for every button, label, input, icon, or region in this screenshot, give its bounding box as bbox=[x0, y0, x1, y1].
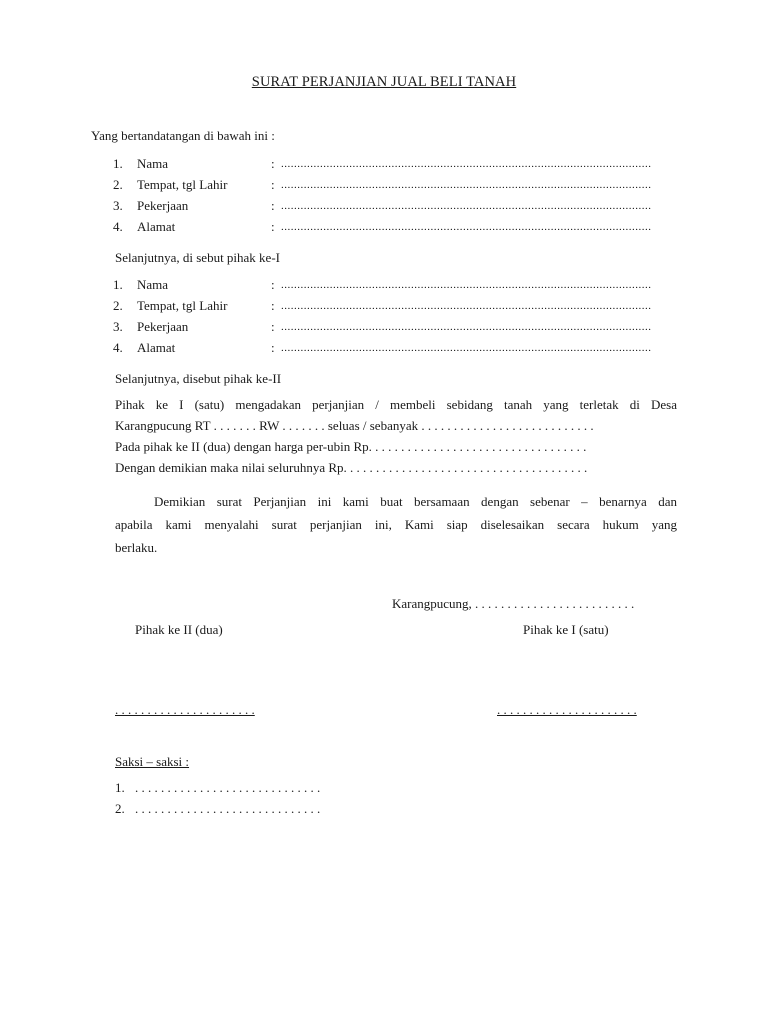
field-colon: : bbox=[271, 219, 275, 234]
witness-number: 2. bbox=[115, 801, 125, 816]
party1-caption: Selanjutnya, di sebut pihak ke-I bbox=[115, 250, 280, 265]
field-label-pekerjaan: Pekerjaan bbox=[137, 198, 189, 213]
agreement-line-4: Dengan demikian maka nilai seluruhnya Rp. . . . . . . . . . . . . . . . . . . . . . . . . . . . . . . . . . . . . . bbox=[115, 460, 588, 475]
field-blank-nama[interactable]: .................................................................................................................. bbox=[281, 158, 652, 170]
agreement-line-3: Pada pihak ke II (dua) dengan harga per-ubin Rp. . . . . . . . . . . . . . . . . . . . . . . . . . . . . . . . . . bbox=[115, 439, 587, 454]
signature-label-pihak-II: Pihak ke II (dua) bbox=[135, 622, 223, 637]
field-colon: : bbox=[271, 298, 275, 313]
field-label-alamat: Alamat bbox=[137, 340, 176, 355]
signature-label-pihak-I: Pihak ke I (satu) bbox=[523, 622, 609, 637]
field-label-alamat: Alamat bbox=[137, 219, 176, 234]
field-colon: : bbox=[271, 177, 275, 192]
field-blank-pekerjaan[interactable]: .................................................................................................................. bbox=[281, 200, 652, 212]
agreement-line-2: Karangpucung RT . . . . . . . RW . . . . . . . seluas / sebanyak . . . . . . . . . . . . . . . . . . . . . . . . . . . bbox=[115, 418, 594, 433]
signature-line-pihak-I[interactable]: . . . . . . . . . . . . . . . . . . . . . . bbox=[497, 702, 637, 717]
witnesses-heading: Saksi – saksi : bbox=[115, 754, 190, 769]
field-blank-alamat[interactable]: .................................................................................................................. bbox=[281, 221, 652, 233]
intro-text: Yang bertandatangan di bawah ini : bbox=[91, 128, 275, 143]
field-number: 1. bbox=[113, 277, 123, 292]
field-colon: : bbox=[271, 156, 275, 171]
field-number: 3. bbox=[113, 198, 123, 213]
agreement-line-1: Pihak ke I (satu) mengadakan perjanjian / membeli sebidang tanah yang terletak di Desa bbox=[115, 397, 677, 412]
field-colon: : bbox=[271, 319, 275, 334]
field-label-pekerjaan: Pekerjaan bbox=[137, 319, 189, 334]
witness-line-2[interactable]: . . . . . . . . . . . . . . . . . . . . . . . . . . . . . bbox=[135, 801, 321, 816]
field-label-nama: Nama bbox=[137, 277, 169, 292]
closing-line-1: Demikian surat Perjanjian ini kami buat bersamaan dengan sebenar – benarnya dan bbox=[154, 494, 677, 509]
field-blank-alamat[interactable]: .................................................................................................................. bbox=[281, 342, 652, 354]
party2-caption: Selanjutnya, disebut pihak ke-II bbox=[115, 371, 282, 386]
field-number: 2. bbox=[113, 177, 123, 192]
field-number: 4. bbox=[113, 219, 123, 234]
field-colon: : bbox=[271, 198, 275, 213]
signature-line-pihak-II[interactable]: . . . . . . . . . . . . . . . . . . . . . . bbox=[115, 702, 255, 717]
closing-line-2: apabila kami menyalahi surat perjanjian ini, Kami siap diselesaikan secara hukum yang bbox=[115, 517, 677, 532]
field-number: 3. bbox=[113, 319, 123, 334]
field-blank-pekerjaan[interactable]: .................................................................................................................. bbox=[281, 321, 652, 333]
field-label-tempat-tgl-lahir: Tempat, tgl Lahir bbox=[137, 177, 228, 192]
field-number: 1. bbox=[113, 156, 123, 171]
field-number: 4. bbox=[113, 340, 123, 355]
closing-line-3: berlaku. bbox=[115, 540, 158, 555]
field-colon: : bbox=[271, 340, 275, 355]
field-blank-tempat-tgl-lahir[interactable]: .................................................................................................................. bbox=[281, 179, 652, 191]
field-blank-nama[interactable]: .................................................................................................................. bbox=[281, 279, 652, 291]
field-blank-tempat-tgl-lahir[interactable]: .................................................................................................................. bbox=[281, 300, 652, 312]
place-date: Karangpucung, . . . . . . . . . . . . . . . . . . . . . . . . . bbox=[392, 596, 635, 611]
field-colon: : bbox=[271, 277, 275, 292]
field-label-nama: Nama bbox=[137, 156, 169, 171]
field-label-tempat-tgl-lahir: Tempat, tgl Lahir bbox=[137, 298, 228, 313]
document-title: SURAT PERJANJIAN JUAL BELI TANAH bbox=[251, 74, 517, 90]
field-number: 2. bbox=[113, 298, 123, 313]
witness-line-1[interactable]: . . . . . . . . . . . . . . . . . . . . . . . . . . . . . bbox=[135, 780, 321, 795]
witness-number: 1. bbox=[115, 780, 125, 795]
